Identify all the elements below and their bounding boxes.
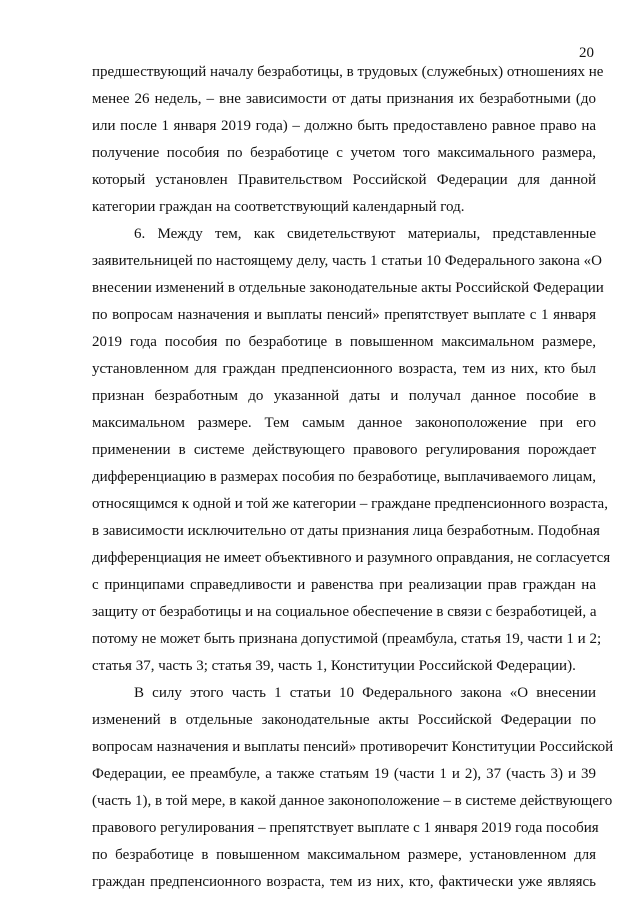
text-line: граждан предпенсионного возраста, тем из них, кто, фактически уже являясь bbox=[92, 874, 596, 890]
text-line: максимальном размере. Тем самым данное законоположение при его bbox=[92, 415, 596, 431]
text-line: потому не может быть признана допустимой (преамбула, статья 19, части 1 и 2; bbox=[92, 631, 602, 647]
text-line: предшествующий началу безработицы, в трудовых (служебных) отношениях не bbox=[92, 64, 604, 80]
text-line: признан безработным до указанной даты и получал данное пособие в bbox=[92, 388, 596, 404]
text-line: 2019 года пособия по безработице в повышенном максимальном размере, bbox=[92, 334, 596, 350]
text-line: Федерации, ее преамбуле, а также статьям 19 (части 1 и 2), 37 (часть 3) и 39 bbox=[92, 766, 596, 782]
text-line: по вопросам назначения и выплаты пенсий» препятствует выплате с 1 января bbox=[92, 307, 596, 323]
text-line: который установлен Правительством Российской Федерации для данной bbox=[92, 172, 596, 188]
text-line: установленном для граждан предпенсионного возраста, тем из них, кто был bbox=[92, 361, 596, 377]
text-line: получение пособия по безработице с учетом того максимального размера, bbox=[92, 145, 596, 161]
paragraph-first-line: 6. Между тем, как свидетельствуют материалы, представленные bbox=[134, 226, 596, 242]
text-line: или после 1 января 2019 года) – должно быть предоставлено равное право на bbox=[92, 118, 596, 134]
text-line: категории граждан на соответствующий календарный год. bbox=[92, 199, 465, 215]
text-line: (часть 1), в той мере, в какой данное законоположение – в системе действующего bbox=[92, 793, 613, 809]
text-line: применении в системе действующего правового регулирования порождает bbox=[92, 442, 596, 458]
text-line: внесении изменений в отдельные законодательные акты Российской Федерации bbox=[92, 280, 604, 296]
text-line: относящимся к одной и той же категории – граждане предпенсионного возраста, bbox=[92, 496, 608, 512]
text-line: заявительницей по настоящему делу, часть 1 статьи 10 Федерального закона «О bbox=[92, 253, 602, 269]
page-number: 20 bbox=[579, 45, 594, 61]
paragraph-first-line: В силу этого часть 1 статьи 10 Федерального закона «О внесении bbox=[134, 685, 596, 701]
text-line: защиту от безработицы и на социальное обеспечение в связи с безработицей, а bbox=[92, 604, 597, 620]
text-line: изменений в отдельные законодательные акты Российской Федерации по bbox=[92, 712, 596, 728]
text-line: дифференциация не имеет объективного и разумного оправдания, не согласуется bbox=[92, 550, 611, 566]
text-line: статья 37, часть 3; статья 39, часть 1, Конституции Российской Федерации). bbox=[92, 658, 576, 674]
text-line: по безработице в повышенном максимальном размере, установленном для bbox=[92, 847, 596, 863]
text-line: в зависимости исключительно от даты признания лица безработным. Подобная bbox=[92, 523, 600, 539]
text-line: правового регулирования – препятствует выплате с 1 января 2019 года пособия bbox=[92, 820, 599, 836]
text-line: менее 26 недель, – вне зависимости от даты признания их безработными (до bbox=[92, 91, 596, 107]
text-line: вопросам назначения и выплаты пенсий» противоречит Конституции Российской bbox=[92, 739, 614, 755]
text-line: с принципами справедливости и равенства при реализации прав граждан на bbox=[92, 577, 596, 593]
text-line: дифференциацию в размерах пособия по безработице, выплачиваемого лицам, bbox=[92, 469, 596, 485]
